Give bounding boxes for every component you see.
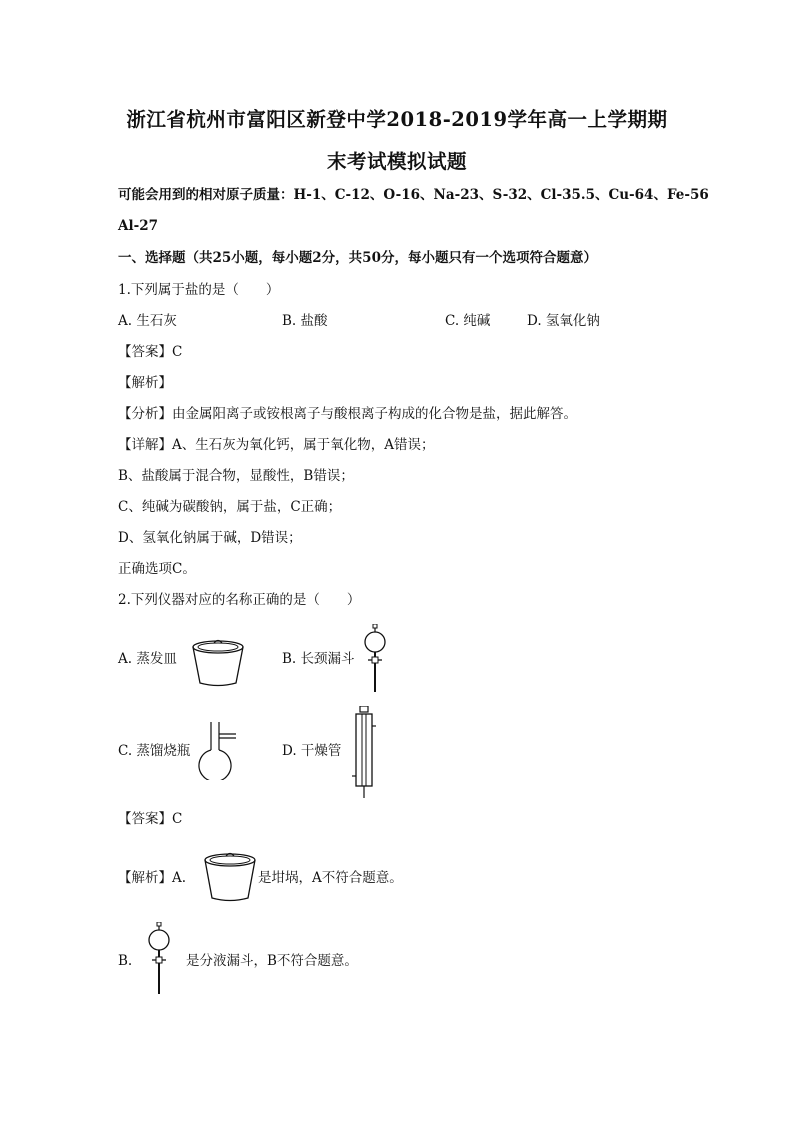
q1-answer: 【答案】C — [118, 344, 183, 360]
distillation-flask-icon — [196, 720, 240, 780]
separatory-funnel-icon — [144, 922, 174, 996]
condenser-icon — [352, 706, 376, 800]
crucible-icon — [202, 850, 258, 904]
q2-analysis-a-prefix: 【解析】A. — [118, 870, 187, 886]
q1-option-d: D. 氢氧化钠 — [527, 313, 600, 329]
q1-detail-3: C、纯碱为碳酸钠，属于盐，C正确； — [118, 499, 342, 515]
q2-option-b: B. 长颈漏斗 — [282, 651, 355, 667]
q1-analysis: 【分析】由金属阳离子或铵根离子与酸根离子构成的化合物是盐，据此解答。 — [118, 406, 577, 422]
q1-option-a: A. 生石灰 — [118, 313, 177, 329]
q1-analysis-head: 【解析】 — [118, 375, 172, 391]
q1-detail-2: B、盐酸属于混合物，显酸性，B错误； — [118, 468, 354, 484]
q1-detail-1: 【详解】A、生石灰为氧化钙，属于氧化物，A错误； — [118, 437, 435, 453]
q2-answer: 【答案】C — [118, 811, 183, 827]
q2-option-d: D. 干燥管 — [282, 743, 342, 759]
q2-option-c: C. 蒸馏烧瓶 — [118, 743, 191, 759]
section-heading: 一、选择题（共25小题，每小题2分，共50分，每小题只有一个选项符合题意） — [118, 250, 597, 266]
q2-analysis-a-suffix: 是坩埚，A不符合题意。 — [258, 870, 403, 886]
q2-stem: 2.下列仪器对应的名称正确的是（ ） — [118, 592, 361, 608]
atomic-masses-line1: 可能会用到的相对原子质量：H-1、C-12、O-16、Na-23、S-32、Cl-35.5、Cu-64、Fe-56 — [118, 187, 709, 203]
q1-detail-5: 正确选项C。 — [118, 561, 196, 577]
page-title-line2: 末考试模拟试题 — [326, 150, 467, 173]
q1-detail-4: D、氢氧化钠属于碱，D错误； — [118, 530, 302, 546]
atomic-masses-line2: Al-27 — [118, 218, 158, 234]
q1-option-b: B. 盐酸 — [282, 313, 328, 329]
q1-option-c: C. 纯碱 — [445, 313, 491, 329]
q2-analysis-b-suffix: 是分液漏斗，B不符合题意。 — [186, 953, 358, 969]
crucible-icon — [190, 637, 246, 689]
q1-stem: 1.下列属于盐的是（ ） — [118, 282, 280, 298]
q2-option-a: A. 蒸发皿 — [118, 651, 177, 667]
q2-analysis-b-prefix: B. — [118, 953, 133, 969]
page-title-line1: 浙江省杭州市富阳区新登中学2018-2019学年高一上学期期 — [126, 108, 668, 131]
separatory-funnel-icon — [360, 624, 390, 694]
